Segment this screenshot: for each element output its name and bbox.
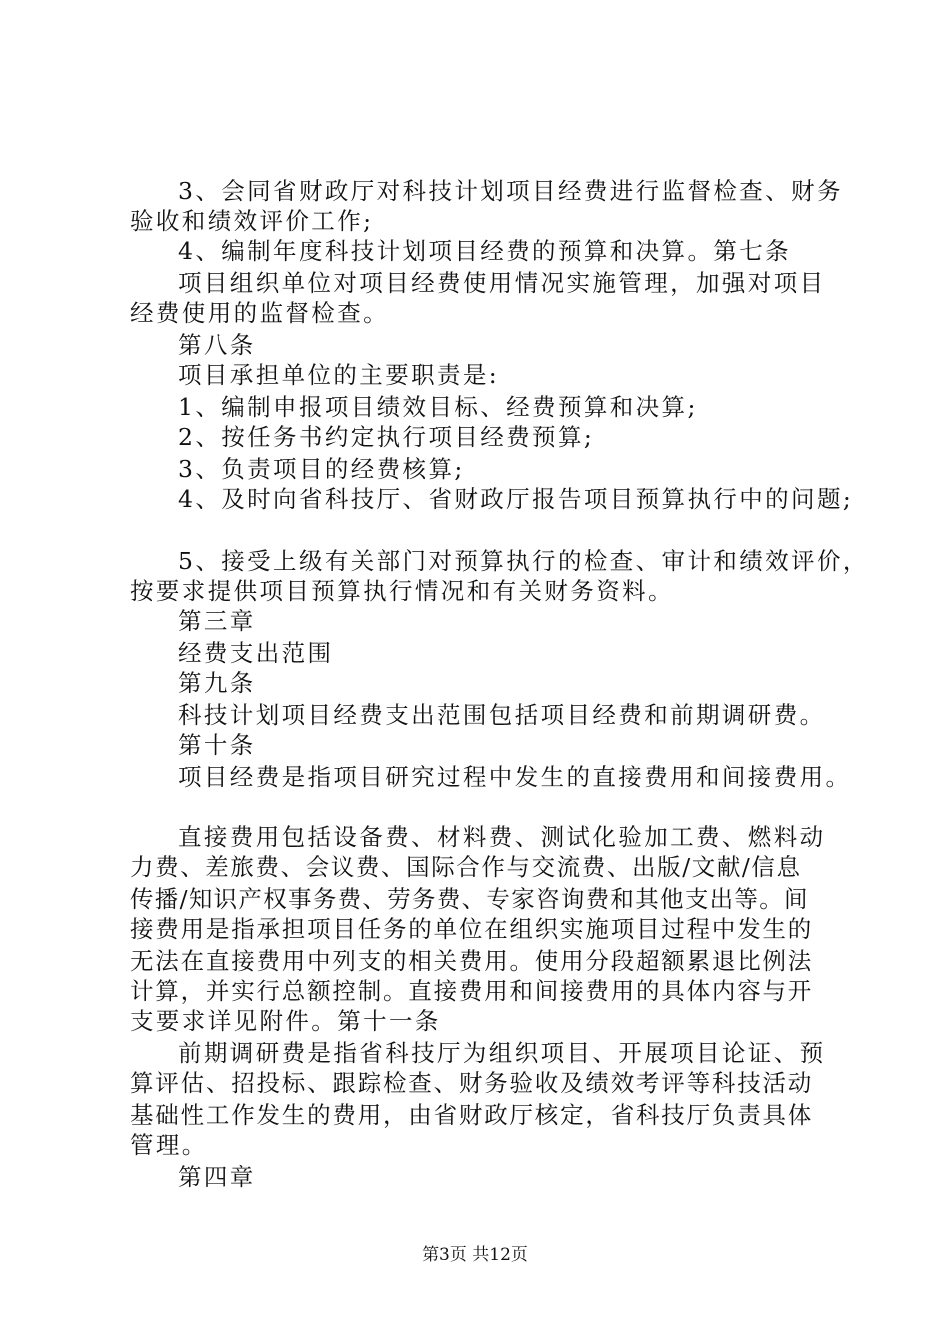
text-line: 验收和绩效评价工作; <box>130 207 374 235</box>
text-line: 科技计划项目经费支出范围包括项目经费和前期调研费。 <box>178 701 826 729</box>
text-line: 管理。 <box>130 1131 208 1159</box>
text-line: 经费使用的监督检查。 <box>130 299 389 327</box>
text-line: 3、会同省财政厅对科技计划项目经费进行监督检查、财务 <box>178 177 843 205</box>
text-line: 按要求提供项目预算执行情况和有关财务资料。 <box>130 577 674 605</box>
list-item: 4、及时向省科技厅、省财政厅报告项目预算执行中的问题; <box>178 485 854 513</box>
text-line: 无法在直接费用中列支的相关费用。使用分段超额累退比例法 <box>130 947 814 975</box>
text-line: 前期调研费是指省科技厅为组织项目、开展项目论证、预 <box>178 1039 826 1067</box>
text-line: 项目组织单位对项目经费使用情况实施管理，加强对项目 <box>178 269 826 297</box>
text-line: 力费、差旅费、会议费、国际合作与交流费、出版/文献/信息 <box>130 853 802 881</box>
list-item: 5、接受上级有关部门对预算执行的检查、审计和绩效评价， <box>178 547 869 575</box>
text-line: 算评估、招投标、跟踪检查、财务验收及绩效考评等科技活动 <box>130 1069 814 1097</box>
text-line: 基础性工作发生的费用，由省财政厅核定，省科技厅负责具体 <box>130 1101 814 1129</box>
chapter-heading: 第三章 <box>178 607 256 635</box>
list-item: 1、编制申报项目绩效目标、经费预算和决算; <box>178 393 698 421</box>
list-item: 3、负责项目的经费核算; <box>178 455 465 483</box>
chapter-heading: 第四章 <box>178 1163 256 1191</box>
list-item: 2、按任务书约定执行项目经费预算; <box>178 423 595 451</box>
text-line: 4、编制年度科技计划项目经费的预算和决算。第七条 <box>178 237 792 265</box>
text-line: 项目承担单位的主要职责是: <box>178 361 500 389</box>
article-heading: 第八条 <box>178 331 256 359</box>
article-heading: 第九条 <box>178 669 256 697</box>
text-line: 支要求详见附件。第十一条 <box>130 1007 441 1035</box>
article-heading: 第十条 <box>178 731 256 759</box>
text-line: 直接费用包括设备费、材料费、测试化验加工费、燃料动 <box>178 823 826 851</box>
chapter-title: 经费支出范围 <box>178 639 334 667</box>
text-line: 计算，并实行总额控制。直接费用和间接费用的具体内容与开 <box>130 977 814 1005</box>
text-line: 接费用是指承担项目任务的单位在组织实施项目过程中发生的 <box>130 915 814 943</box>
page-number-footer: 第3页 共12页 <box>422 1245 528 1265</box>
text-line: 项目经费是指项目研究过程中发生的直接费用和间接费用。 <box>178 763 852 791</box>
text-line: 传播/知识产权事务费、劳务费、专家咨询费和其他支出等。间 <box>130 885 809 913</box>
